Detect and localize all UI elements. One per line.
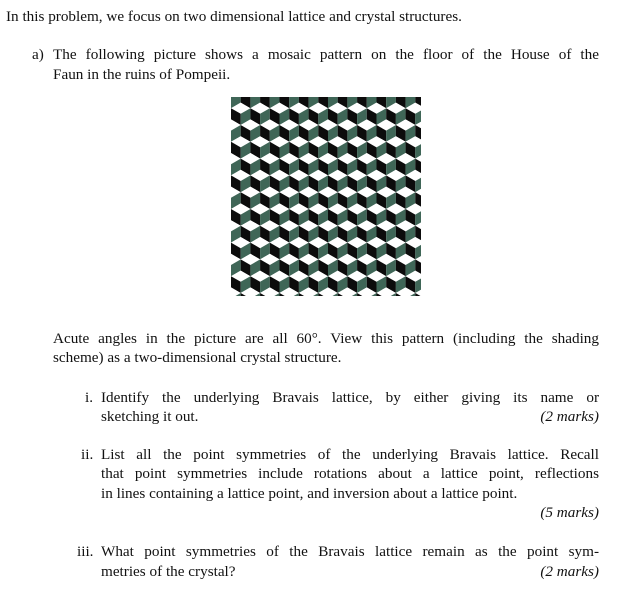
question-i-label: i.: [85, 389, 94, 406]
intro-text: In this problem, we focus on two dimensional lattice and crystal structures.: [6, 8, 462, 25]
question-ii-label: ii.: [81, 446, 94, 463]
question-iii-line-2: metries of the crystal?: [101, 563, 236, 580]
pompeii-mosaic-image: [231, 97, 421, 296]
question-iii-line-1: What point symmetries of the Bravais lattice remain as the point sym-: [101, 543, 599, 560]
tumbling-blocks-pattern: [231, 97, 421, 296]
part-a-line-2: Faun in the ruins of Pompeii.: [53, 66, 231, 83]
question-i-line-2: sketching it out.: [101, 408, 199, 425]
part-a-label: a): [32, 46, 44, 63]
part-a-description-line-1: Acute angles in the picture are all 60°. View this pattern (including the shading: [53, 330, 599, 347]
question-ii-line-3: in lines containing a lattice point, and inversion about a lattice point.: [101, 485, 518, 502]
question-i-line-1: Identify the underlying Bravais lattice, by either giving its name or: [101, 389, 599, 406]
question-iii-label: iii.: [77, 543, 94, 560]
question-ii-line-1: List all the point symmetries of the underlying Bravais lattice. Recall: [101, 446, 599, 463]
part-a-description-line-2: scheme) as a two-dimensional crystal structure.: [53, 349, 342, 366]
question-ii-line-2: that point symmetries include rotations about a lattice point, reflections: [101, 465, 599, 482]
question-i-marks: (2 marks): [540, 408, 599, 425]
part-a-line-1: The following picture shows a mosaic pattern on the floor of the House of the: [53, 46, 599, 63]
question-iii-marks: (2 marks): [540, 563, 599, 580]
question-ii-marks: (5 marks): [540, 504, 599, 521]
